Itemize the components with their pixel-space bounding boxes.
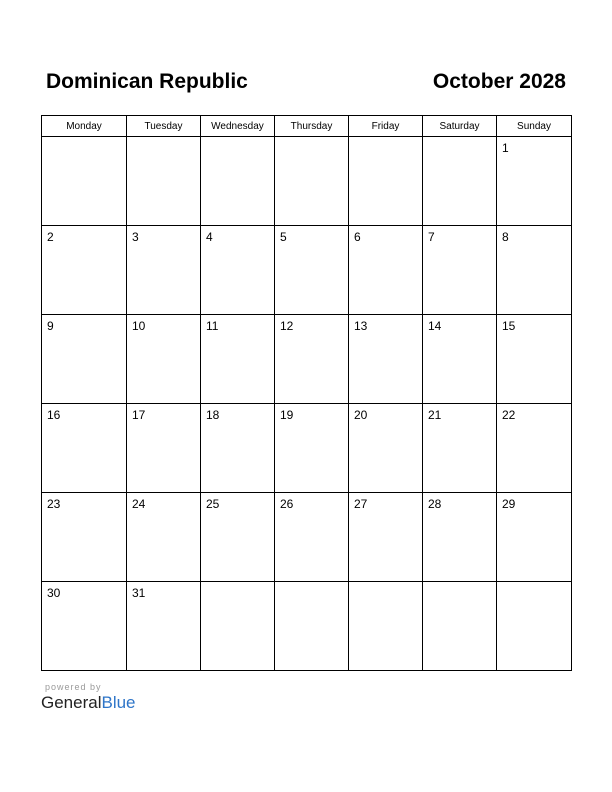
day-number: 26 <box>280 497 294 511</box>
day-cell <box>423 582 497 671</box>
day-number <box>497 582 571 586</box>
day-cell <box>423 226 497 315</box>
day-number: 21 <box>428 408 442 422</box>
day-cell <box>349 226 423 315</box>
day-number: 22 <box>502 408 516 422</box>
day-cell <box>497 315 572 404</box>
day-cell <box>42 582 127 671</box>
week-row <box>42 404 572 493</box>
day-cell <box>127 582 201 671</box>
day-cell <box>42 493 127 582</box>
weekday-friday: Friday <box>349 116 423 137</box>
day-number: 14 <box>428 319 442 333</box>
day-cell <box>201 493 275 582</box>
week-row <box>42 137 572 226</box>
day-number: 28 <box>428 497 442 511</box>
brand-part-general: General <box>41 693 102 712</box>
day-cell <box>201 404 275 493</box>
day-number <box>349 137 422 141</box>
day-number <box>275 582 348 586</box>
day-cell <box>127 137 201 226</box>
day-cell <box>127 226 201 315</box>
weekday-header-row <box>42 116 572 137</box>
day-cell <box>201 226 275 315</box>
day-cell <box>423 315 497 404</box>
day-number: 31 <box>132 586 146 600</box>
day-cell <box>423 404 497 493</box>
day-cell <box>275 226 349 315</box>
week-row <box>42 226 572 315</box>
month-year-title: October 2028 <box>432 70 566 93</box>
day-number: 17 <box>132 408 146 422</box>
day-number <box>127 137 200 141</box>
day-number <box>42 137 126 141</box>
day-cell <box>497 226 572 315</box>
day-cell <box>497 404 572 493</box>
day-cell <box>42 226 127 315</box>
day-number: 15 <box>502 319 516 333</box>
day-number: 3 <box>132 230 139 244</box>
weekday-wednesday: Wednesday <box>201 116 275 137</box>
day-cell <box>42 404 127 493</box>
day-number: 18 <box>206 408 220 422</box>
day-number: 29 <box>502 497 516 511</box>
weekday-saturday: Saturday <box>423 116 497 137</box>
day-number: 5 <box>280 230 287 244</box>
brand-part-blue: Blue <box>101 693 136 712</box>
day-number <box>349 582 422 586</box>
day-number <box>423 582 496 586</box>
weekday-tuesday: Tuesday <box>127 116 201 137</box>
day-number: 23 <box>47 497 61 511</box>
day-cell <box>275 137 349 226</box>
day-number: 25 <box>206 497 220 511</box>
week-row <box>42 493 572 582</box>
day-number: 24 <box>132 497 146 511</box>
day-cell <box>127 315 201 404</box>
day-number: 12 <box>280 319 294 333</box>
day-number: 19 <box>280 408 294 422</box>
day-cell <box>423 137 497 226</box>
day-number: 4 <box>206 230 213 244</box>
week-row <box>42 315 572 404</box>
day-cell <box>275 582 349 671</box>
day-cell <box>349 493 423 582</box>
generalblue-logo[interactable] <box>41 693 136 713</box>
day-number: 30 <box>47 586 61 600</box>
day-cell <box>349 137 423 226</box>
week-row <box>42 582 572 671</box>
day-number <box>201 582 274 586</box>
weekday-thursday: Thursday <box>275 116 349 137</box>
calendar-header <box>46 70 566 100</box>
day-number: 11 <box>206 319 219 333</box>
day-cell <box>349 315 423 404</box>
country-title: Dominican Republic <box>46 70 248 93</box>
day-cell <box>201 582 275 671</box>
day-number: 7 <box>428 230 435 244</box>
day-cell <box>201 137 275 226</box>
day-number <box>423 137 496 141</box>
powered-by-label: powered by <box>45 682 102 692</box>
day-cell <box>127 493 201 582</box>
day-cell <box>127 404 201 493</box>
day-cell <box>42 137 127 226</box>
day-cell <box>201 315 275 404</box>
day-number: 27 <box>354 497 368 511</box>
calendar-grid <box>41 115 572 671</box>
weekday-monday: Monday <box>42 116 127 137</box>
day-number: 2 <box>47 230 54 244</box>
day-number <box>275 137 348 141</box>
day-cell <box>497 582 572 671</box>
weekday-sunday: Sunday <box>497 116 572 137</box>
day-number <box>201 137 274 141</box>
day-number: 8 <box>502 230 509 244</box>
day-number: 6 <box>354 230 361 244</box>
day-cell <box>275 315 349 404</box>
day-number: 16 <box>47 408 61 422</box>
day-number: 13 <box>354 319 368 333</box>
day-cell <box>349 404 423 493</box>
day-number: 1 <box>502 141 509 155</box>
day-cell <box>497 493 572 582</box>
day-cell <box>275 404 349 493</box>
day-cell <box>275 493 349 582</box>
day-number: 9 <box>47 319 54 333</box>
day-number: 10 <box>132 319 146 333</box>
day-cell <box>497 137 572 226</box>
day-cell <box>423 493 497 582</box>
day-number: 20 <box>354 408 368 422</box>
day-cell <box>42 315 127 404</box>
day-cell <box>349 582 423 671</box>
